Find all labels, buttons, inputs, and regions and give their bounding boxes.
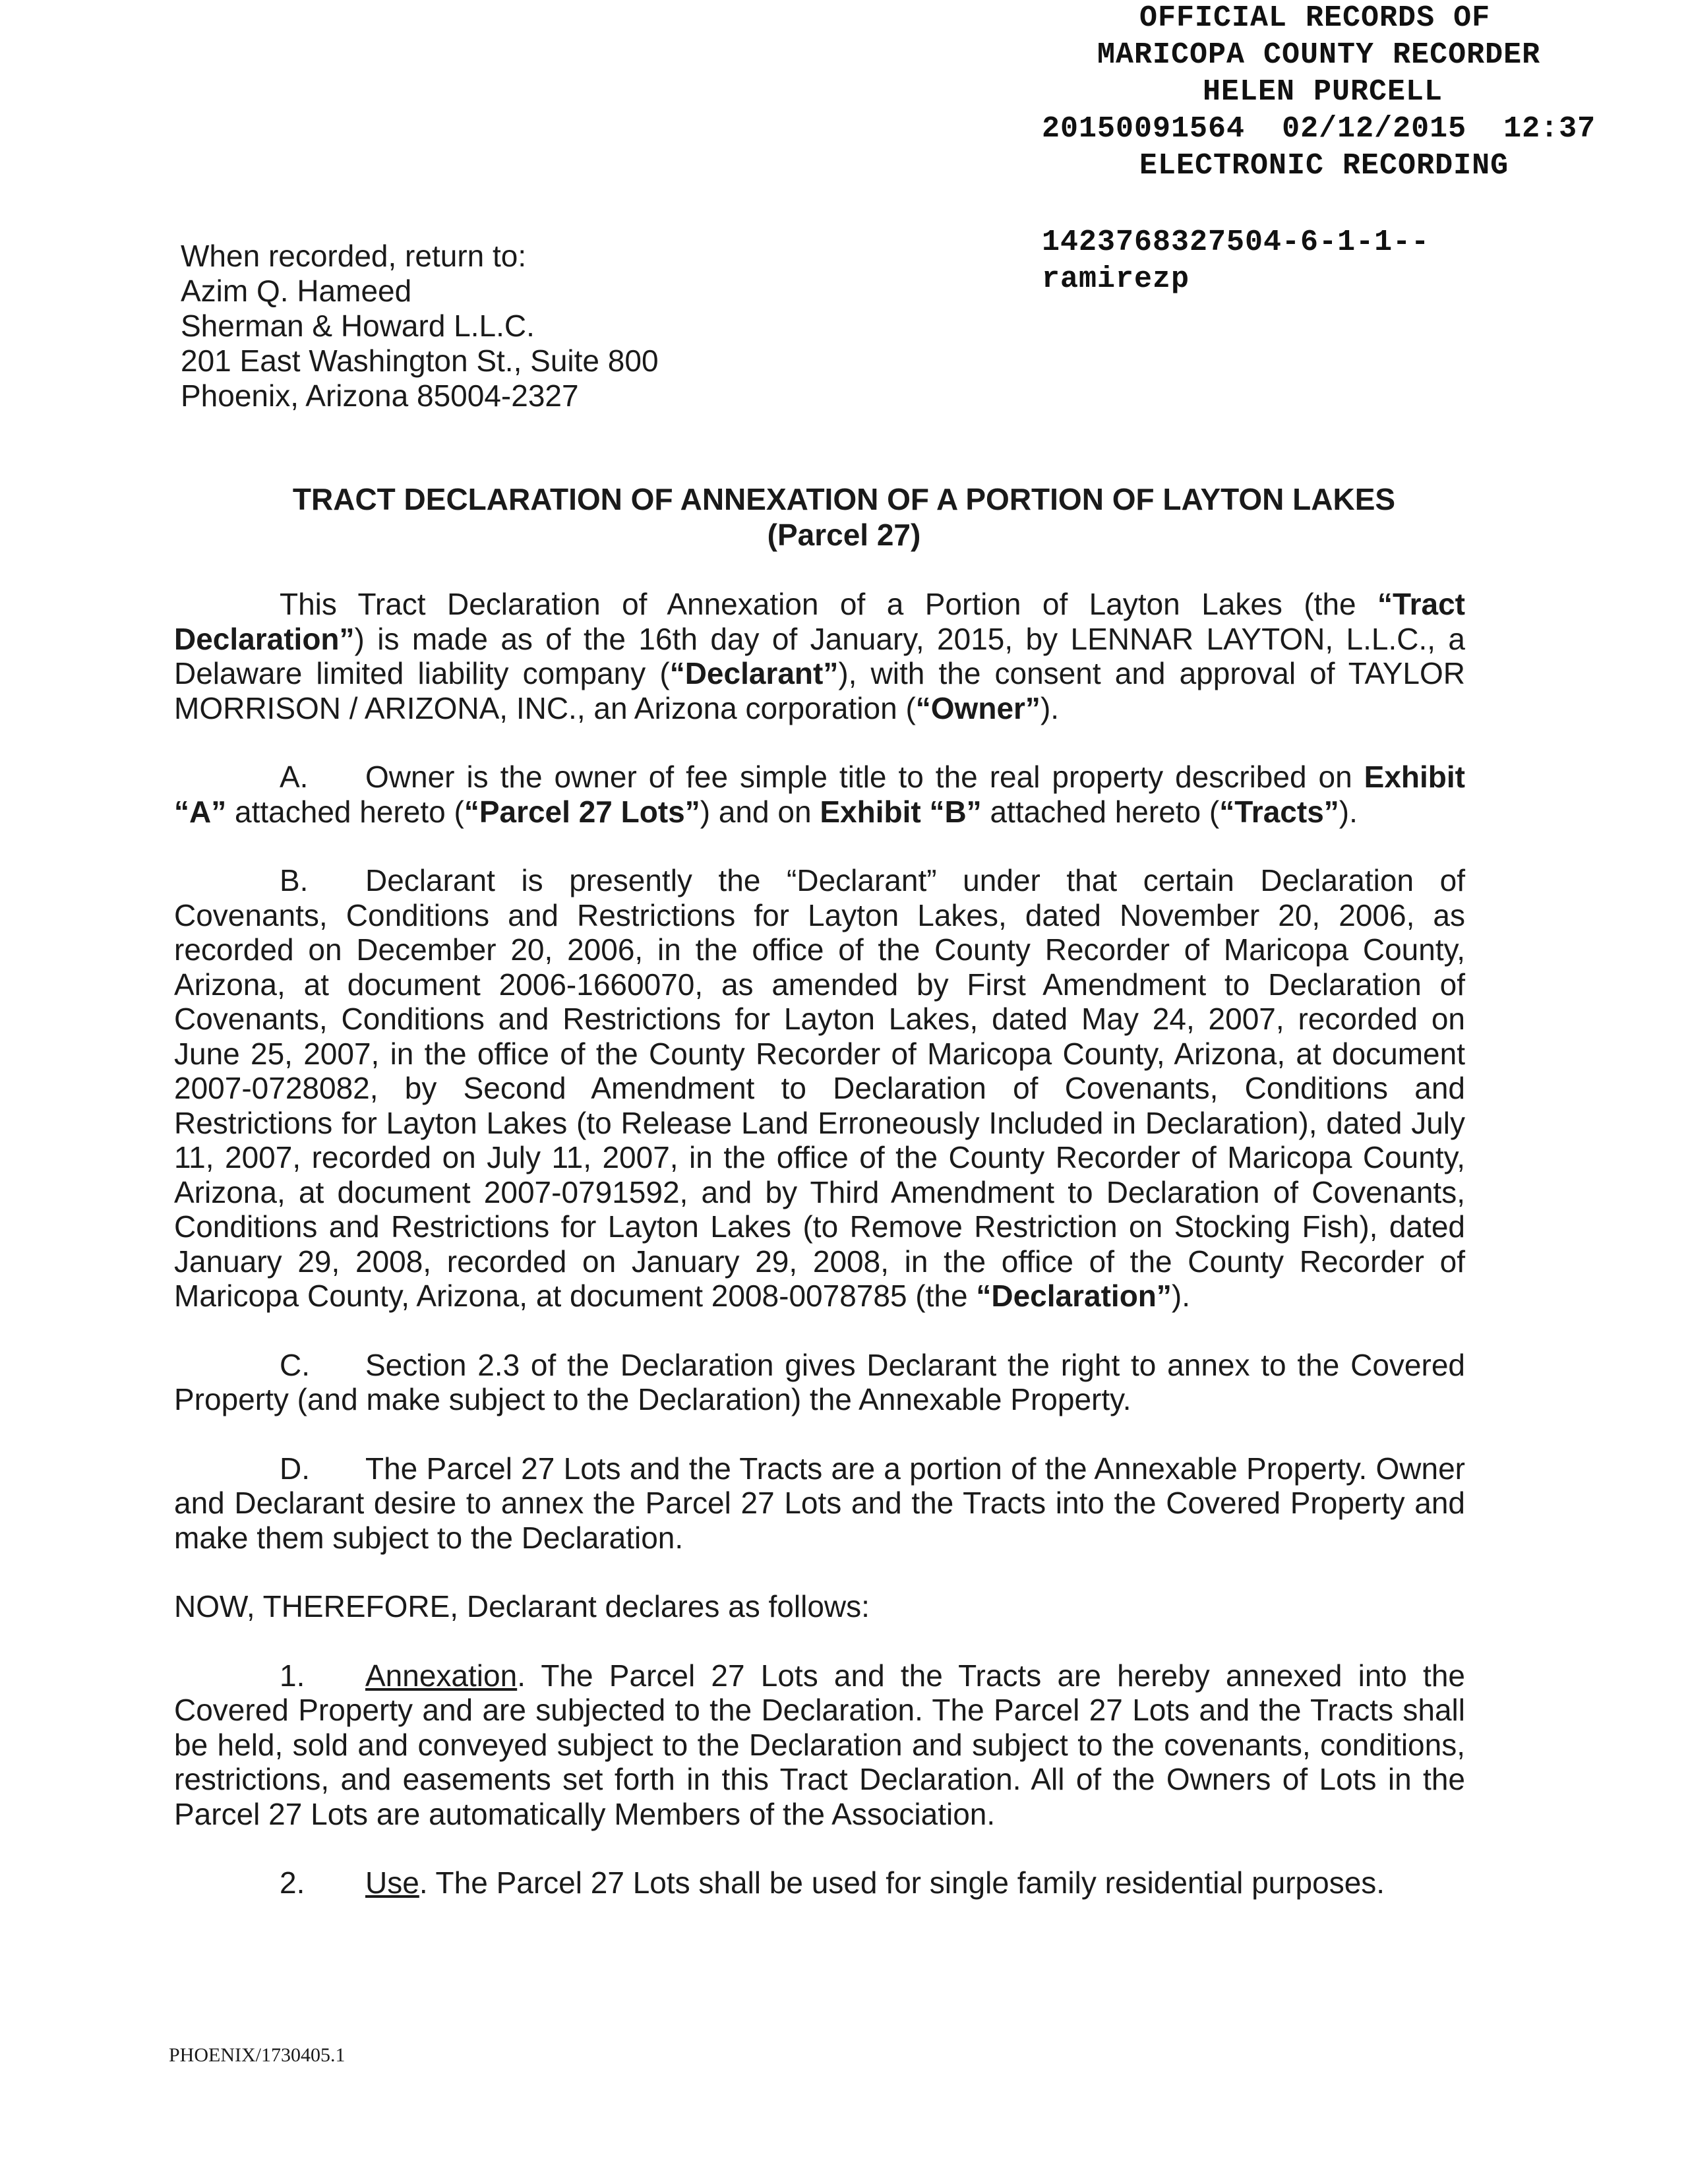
return-city: Phoenix, Arizona 85004-2327 bbox=[181, 379, 579, 413]
recital-b-text-2: ). bbox=[1171, 1279, 1190, 1313]
recital-a-exhibit-a: Exhibit “A” bbox=[174, 760, 1465, 829]
recital-b-label: B. bbox=[280, 863, 309, 897]
recital-a-exhibit-b: Exhibit “B” bbox=[820, 794, 982, 829]
stamp-line-2: MARICOPA COUNTY RECORDER bbox=[1097, 38, 1541, 72]
return-label: When recorded, return to: bbox=[181, 239, 527, 273]
intro-text-4: ). bbox=[1040, 690, 1060, 725]
return-street: 201 East Washington St., Suite 800 bbox=[181, 344, 659, 378]
recital-a-label: A. bbox=[280, 760, 309, 794]
recital-c-label: C. bbox=[280, 1347, 310, 1382]
stamp-time: 12:37 bbox=[1503, 112, 1596, 146]
recital-b-defined-term-declaration: “Declaration” bbox=[976, 1279, 1172, 1313]
document-footer-id: PHOENIX/1730405.1 bbox=[169, 2044, 346, 2066]
recital-a-text-1: Owner is the owner of fee simple title to the real property described on bbox=[365, 760, 1364, 794]
document-body bbox=[174, 587, 1465, 1935]
recital-d bbox=[174, 1451, 1465, 1556]
recital-d-label: D. bbox=[280, 1451, 310, 1486]
stamp-line-1: OFFICIAL RECORDS OF bbox=[1139, 1, 1491, 35]
recital-a-text-2: attached hereto ( bbox=[226, 794, 464, 829]
document-title bbox=[0, 481, 1688, 553]
return-firm: Sherman & Howard L.L.C. bbox=[181, 309, 535, 343]
recital-a bbox=[174, 760, 1465, 829]
recital-c-text: Section 2.3 of the Declaration gives Declarant the right to annex to the Covered Property (and make subject to the Declaration) the Annexable Property. bbox=[174, 1347, 1465, 1416]
return-name: Azim Q. Hameed bbox=[181, 274, 412, 308]
now-therefore-clause: NOW, THEREFORE, Declarant declares as follows: bbox=[174, 1589, 870, 1623]
section-1-label: 1. bbox=[280, 1658, 305, 1693]
section-2-text: . The Parcel 27 Lots shall be used for single family residential purposes. bbox=[419, 1866, 1385, 1900]
recording-batch bbox=[1042, 224, 1430, 298]
recital-a-text-3: ) and on bbox=[700, 794, 820, 829]
recital-b-text-1: Declarant is presently the “Declarant” under that certain Declaration of Covenants, Conditions and Restrictions for Layton Lakes, dated November 20, 2006, as recorded on December 20, 2006, in the office of the County Recorder of Maricopa County, Arizona, at document 2006-1660070, as amended by First Amendment to Declaration of Covenants, Conditions and Restrictions for Layton Lakes, dated May 24, 2007, recorded on June 25, 2007, in the office of the County Recorder of Maricopa County, Arizona, at document 2007-0728082, by Second Amendment to Declaration of Covenants, Conditions and Restrictions for Layton Lakes (to Release Land Erroneously Included in Declaration), dated July 11, 2007, recorded on July 11, 2007, in the office of the County Recorder of Maricopa County, Arizona, at document 2007-0791592, and by Third Amendment to Declaration of Covenants, Conditions and Restrictions for Layton Lakes (to Remove Restriction on Stocking Fish), dated January 29, 2008, recorded on January 29, 2008, in the office of the County Recorder of Maricopa County, Arizona, at document 2008-0078785 (the bbox=[174, 863, 1465, 1313]
section-2-label: 2. bbox=[280, 1866, 305, 1900]
intro-paragraph bbox=[174, 587, 1465, 725]
intro-text-3: ), with the consent and approval of TAYLOR MORRISON / ARIZONA, INC., an Arizona corporation ( bbox=[174, 656, 1466, 725]
stamp-line-5: ELECTRONIC RECORDING bbox=[1139, 149, 1509, 183]
section-1-text: . The Parcel 27 Lots and the Tracts are hereby annexed into the Covered Property and are subjected to the Declaration. The Parcel 27 Lots and the Tracts shall be held, sold and conveyed subject to the Declaration and subject to the covenants, conditions, restrictions, and easements set forth in this Tract Declaration. All of the Owners of Lots in the Parcel 27 Lots are automatically Members of the Association. bbox=[174, 1658, 1465, 1831]
recital-a-defined-term-tracts: “Tracts” bbox=[1219, 794, 1339, 829]
section-1-heading: Annexation bbox=[365, 1658, 518, 1693]
section-2-heading: Use bbox=[365, 1866, 419, 1900]
stamp-line-3: HELEN PURCELL bbox=[1203, 75, 1443, 109]
stamp-doc-number: 20150091564 bbox=[1042, 112, 1246, 146]
recital-d-text: The Parcel 27 Lots and the Tracts are a portion of the Annexable Property. Owner and Declarant desire to annex the Parcel 27 Lots and the Tracts into the Covered Property and make them subject to the Declaration. bbox=[174, 1451, 1465, 1555]
intro-text-1: This Tract Declaration of Annexation of a Portion of Layton Lakes (the bbox=[280, 587, 1378, 621]
batch-id: 1423768327504-6-1-1-- bbox=[1042, 226, 1430, 259]
recorder-stamp bbox=[1029, 0, 1675, 185]
return-address bbox=[181, 239, 659, 413]
stamp-line-4 bbox=[1029, 111, 1675, 148]
recorder-user: ramirezp bbox=[1042, 262, 1190, 296]
intro-defined-term-owner: “Owner” bbox=[915, 690, 1040, 725]
recital-a-text-5: ). bbox=[1339, 794, 1358, 829]
stamp-date: 02/12/2015 bbox=[1282, 112, 1467, 146]
intro-defined-term-declarant: “Declarant” bbox=[669, 656, 839, 690]
title-main: TRACT DECLARATION OF ANNEXATION OF A PORTION OF LAYTON LAKES bbox=[292, 482, 1396, 516]
recital-c bbox=[174, 1348, 1465, 1417]
section-1 bbox=[174, 1658, 1465, 1832]
recital-b bbox=[174, 863, 1465, 1314]
recital-a-text-4: attached hereto ( bbox=[981, 794, 1220, 829]
intro-defined-term-tract-declaration: “Tract Declaration” bbox=[174, 587, 1465, 656]
intro-text-2: ) is made as of the 16th day of January, 2015, by LENNAR LAYTON, L.L.C., a Delaware limited liability company ( bbox=[174, 621, 1465, 690]
title-sub: (Parcel 27) bbox=[767, 518, 921, 552]
recital-a-defined-term-lots: “Parcel 27 Lots” bbox=[464, 794, 700, 829]
section-2 bbox=[174, 1866, 1465, 1900]
